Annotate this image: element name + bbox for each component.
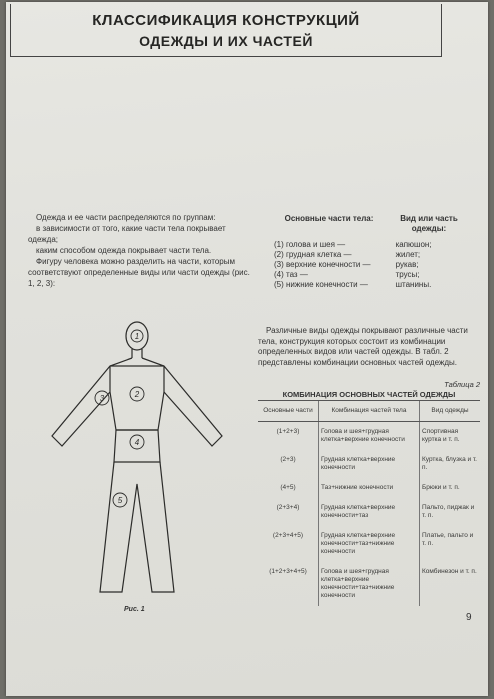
parts-row bbox=[274, 280, 474, 290]
parts-row bbox=[274, 260, 474, 270]
parts-body: (5) нижние конечности — bbox=[274, 280, 368, 289]
intro-paragraph-4: Фигуру человека можно разделить на части, которым соответствуют определенные виды или части одежды (рис. 1, 2, 3): bbox=[28, 257, 250, 288]
intro-paragraph-3: каким способом одежда покрывает части тела. bbox=[36, 246, 212, 255]
parts-body: (2) грудная клетка — bbox=[274, 250, 352, 259]
table-cell: Грудная клетка+верхние конечности bbox=[319, 450, 420, 478]
figure-legs bbox=[100, 462, 174, 592]
table-cell: Платье, пальто и т. п. bbox=[420, 526, 481, 562]
parts-body: (1) голова и шея — bbox=[274, 240, 346, 249]
figure-right-arm bbox=[142, 358, 222, 446]
human-figure-diagram bbox=[42, 314, 232, 604]
figure-caption: Рис. 1 bbox=[124, 606, 145, 613]
figure-label-3: 3 bbox=[99, 394, 105, 403]
body-parts-list bbox=[274, 214, 474, 290]
table-cell: Таз+нижние конечности bbox=[319, 478, 420, 498]
table2-header-combination: Комбинация частей тела bbox=[319, 401, 420, 422]
table-cell: (1+2+3) bbox=[276, 428, 300, 435]
table-cell: Брюки и т. п. bbox=[420, 478, 481, 498]
table-row bbox=[258, 478, 480, 498]
table-cell: Грудная клетка+верхние конечности+таз+нижние конечности bbox=[319, 526, 420, 562]
parts-cloth: трусы; bbox=[395, 270, 420, 279]
table-row bbox=[258, 498, 480, 526]
table-cell: Голова и шея+грудная клетка+верхние конечности+таз+нижние конечности bbox=[319, 562, 420, 606]
book-page bbox=[6, 2, 488, 696]
figure-label-5: 5 bbox=[117, 496, 123, 505]
table-cell: (4+5) bbox=[280, 484, 296, 491]
table2-title: КОМБИНАЦИЯ ОСНОВНЫХ ЧАСТЕЙ ОДЕЖДЫ bbox=[282, 390, 456, 399]
intro-paragraph-2: в зависимости от того, какие части тела покрывает одежда; bbox=[28, 224, 226, 244]
parts-cloth: штанины. bbox=[395, 280, 432, 289]
page-header bbox=[10, 4, 442, 57]
parts-body: (3) верхние конечности — bbox=[274, 260, 371, 269]
table-row bbox=[258, 562, 480, 606]
table2-header-parts: Основные части bbox=[258, 401, 319, 422]
parts-row bbox=[274, 270, 474, 280]
combination-paragraph: Различные виды одежды покрывают различные части тела, конструкция которых состоит из комбинации определенных видов или частей одежды. В табл. 2 представлены комбинации основных частей одежды. bbox=[258, 326, 468, 367]
parts-col2-header: Вид или часть одежды: bbox=[400, 214, 458, 233]
table-cell: (1+2+3+4+5) bbox=[269, 568, 307, 575]
table-row bbox=[258, 450, 480, 478]
figure-label-1: 1 bbox=[134, 332, 140, 341]
table-cell: (2+3) bbox=[280, 456, 296, 463]
table-cell: (2+3+4) bbox=[276, 504, 300, 511]
table-cell: (2+3+4+5) bbox=[272, 532, 304, 539]
parts-cloth: капюшон; bbox=[395, 240, 432, 249]
table-cell: Пальто, пиджак и т. п. bbox=[420, 498, 481, 526]
parts-cloth: жилет; bbox=[395, 250, 421, 259]
page-title-line2: ОДЕЖДЫ И ИХ ЧАСТЕЙ bbox=[139, 33, 313, 49]
parts-col1-header: Основные части тела: bbox=[284, 214, 374, 223]
combination-table bbox=[258, 400, 480, 606]
parts-body: (4) таз — bbox=[274, 270, 308, 279]
table2-caption bbox=[258, 380, 480, 399]
parts-row bbox=[274, 240, 474, 250]
figure-label-2: 2 bbox=[134, 390, 140, 399]
table-cell: Комбинезон и т. п. bbox=[420, 562, 481, 606]
page-title-line1: КЛАССИФИКАЦИЯ КОНСТРУКЦИЙ bbox=[92, 12, 360, 29]
table-cell: Голова и шея+грудная клетка+верхние конечности bbox=[319, 422, 420, 451]
parts-row bbox=[274, 250, 474, 260]
table-row bbox=[258, 526, 480, 562]
table-cell: Спортивная куртка и т. п. bbox=[420, 422, 481, 451]
intro-text bbox=[28, 212, 250, 289]
figure-label-4: 4 bbox=[134, 438, 140, 447]
parts-cloth: рукав; bbox=[395, 260, 419, 269]
page-number: 9 bbox=[466, 612, 472, 623]
figure-left-arm bbox=[52, 358, 132, 446]
intro-paragraph-1: Одежда и ее части распределяются по группам: bbox=[36, 213, 216, 222]
table2-number: Таблица 2 bbox=[444, 380, 480, 389]
table-row bbox=[258, 422, 480, 451]
table-cell: Грудная клетка+верхние конечности+таз bbox=[319, 498, 420, 526]
table-cell: Куртка, блузка и т. п. bbox=[420, 450, 481, 478]
table2-header-garment: Вид одежды bbox=[420, 401, 481, 422]
